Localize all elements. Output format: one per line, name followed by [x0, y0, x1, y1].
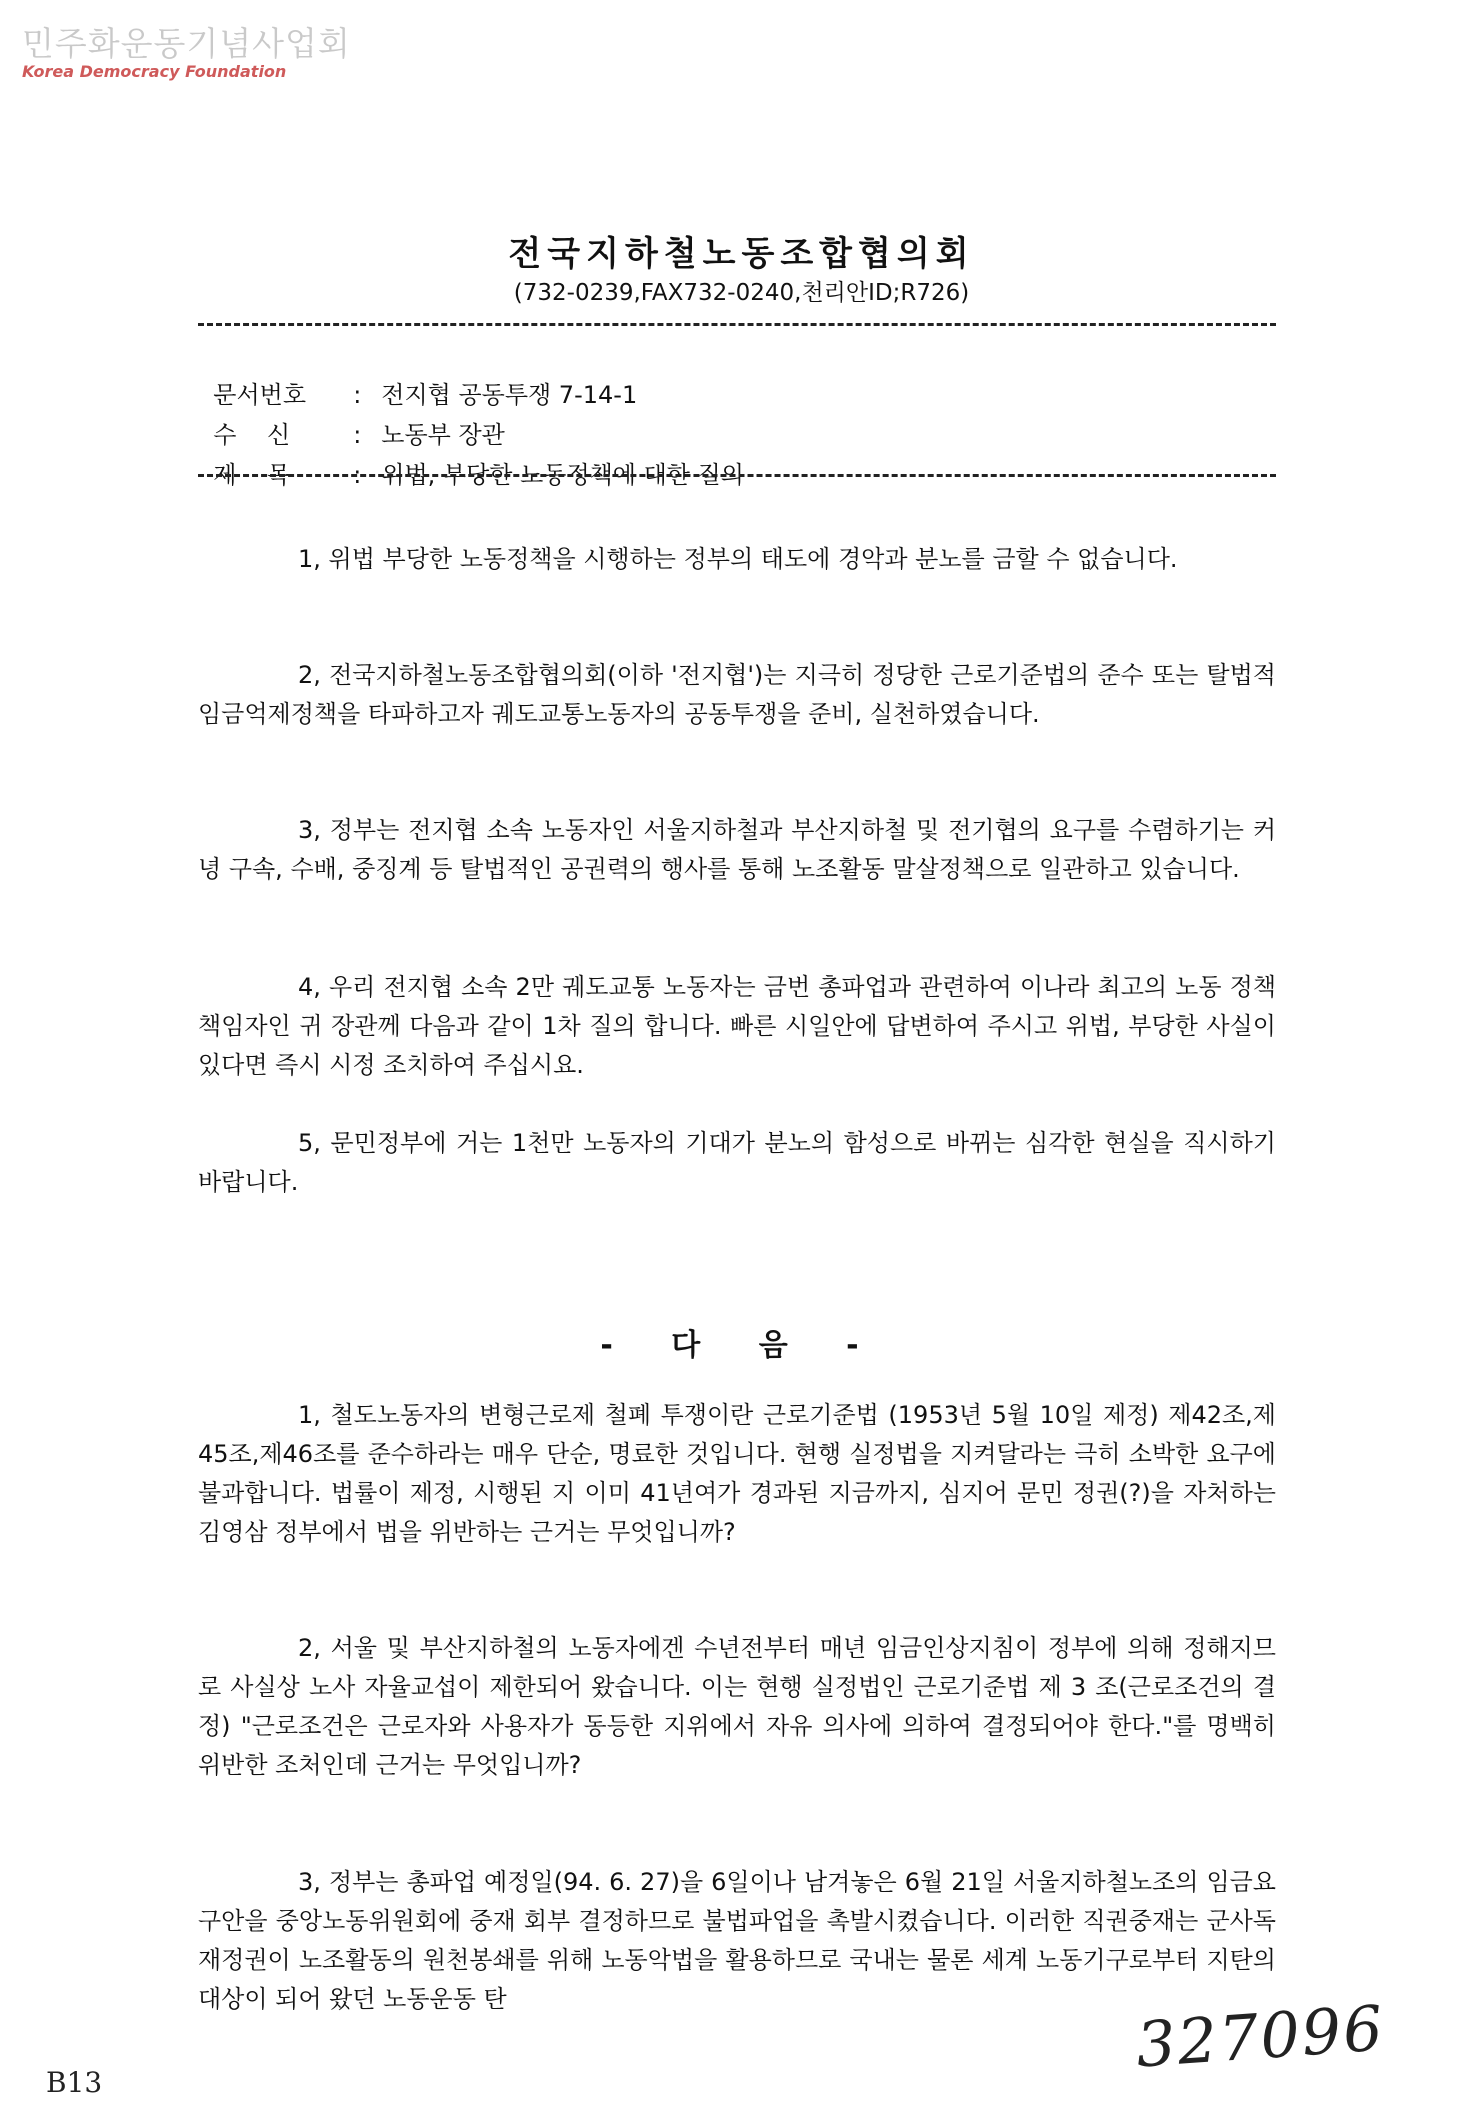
- recipient-label: 수 신: [213, 421, 291, 449]
- intro-paragraph-4: 4, 우리 전지협 소속 2만 궤도교통 노동자는 금번 총파업과 관련하여 이나라 최고의 노동 정책 책임자인 귀 장관께 다음과 같이 1차 질의 합니다. 빠른 시일안에 답변하여 주시고 위법, 부당한 사실이 있다면 즉시 시정 조치하여 주십시요.: [198, 973, 1276, 1079]
- colon: :: [353, 421, 362, 449]
- intro-paragraph-3: 3, 정부는 전지협 소속 노동자인 서울지하철과 부산지하철 및 전기협의 요구를 수렴하기는 커녕 구속, 수배, 중징계 등 탈법적인 공권력의 행사를 통해 노조활동 말살정책으로 일관하고 있습니다.: [198, 816, 1276, 883]
- handwritten-page-code: B13: [46, 2066, 103, 2099]
- subject-label: 제 목: [213, 461, 291, 489]
- watermark-korean: 민주화운동기념사업회: [22, 24, 351, 63]
- org-contact: (732-0239,FAX732-0240,천리안ID;R726): [513, 280, 970, 306]
- detail-paragraph-3: 3, 정부는 총파업 예정일(94. 6. 27)을 6일이나 남겨놓은 6월 21일 서울지하철노조의 임금요구안을 중앙노동위원회에 중재 회부 결정하므로 불법파업을 촉발시켰습니다. 이러한 직권중재는 군사독재정권이 노조활동의 원천봉쇄를 위해 노동악법을 활용하므로 국내는 물론 세계 노동기구로부터 지탄의 대상이 되어 왔던 노동운동 탄: [198, 1868, 1276, 2013]
- detail-paragraph-1: 1, 철도노동자의 변형근로제 철폐 투쟁이란 근로기준법 (1953년 5월 10일 제정) 제42조,제45조,제46조를 준수하라는 매우 단순, 명료한 것입니다. 현행 실정법을 지켜달라는 극히 소박한 요구에 불과합니다. 법률이 제정, 시행된 지 이미 41년여가 경과된 지금까지, 심지어 문민 정권(?)을 자처하는 김영삼 정부에서 법을 위반하는 근거는 무엇입니까?: [198, 1401, 1276, 1546]
- bottom-rule: [198, 474, 1276, 477]
- detail-paragraph-2: 2, 서울 및 부산지하철의 노동자에겐 수년전부터 매년 임금인상지침이 정부에 의해 정해지므로 사실상 노사 자율교섭이 제한되어 왔습니다. 이는 현행 실정법인 근로기준법 제 3 조(근로조건의 결정) "근로조건은 근로자와 사용자가 동등한 지위에서 자유 의사에 의하여 결정되어야 한다."를 명백히 위반한 조처인데 근거는 무엇입니까?: [198, 1634, 1276, 1779]
- watermark-english: Korea Democracy Foundation: [22, 62, 287, 81]
- handwritten-doc-number: 327096: [1133, 1991, 1387, 2082]
- intro-paragraph-2: 2, 전국지하철노동조합협의회(이하 '전지협')는 지극히 정당한 근로기준법의 준수 또는 탈법적 임금억제정책을 타파하고자 궤도교통노동자의 공동투쟁을 준비, 실천하였습니다.: [198, 661, 1276, 728]
- recipient-value: 노동부 장관: [381, 421, 505, 449]
- top-rule: [198, 323, 1276, 326]
- doc-no-label: 문서번호: [213, 381, 307, 409]
- next-heading: - 다 음 -: [600, 1328, 883, 1363]
- intro-paragraph-5: 5, 문민정부에 거는 1천만 노동자의 기대가 분노의 함성으로 바뀌는 심각한 현실을 직시하기 바랍니다.: [198, 1129, 1276, 1196]
- meta-subject: [198, 427, 744, 490]
- org-title: 전국지하철노동조합협의회: [508, 234, 975, 274]
- subject-value: 위법, 부당한 노동정책에 대한 질의: [381, 461, 744, 489]
- doc-no-value: 전지협 공동투쟁 7-14-1: [381, 381, 638, 409]
- colon: :: [353, 381, 362, 409]
- intro-paragraph-1: 1, 위법 부당한 노동정책을 시행하는 정부의 태도에 경악과 분노를 금할 수 없습니다.: [298, 545, 1178, 573]
- colon: :: [353, 461, 362, 489]
